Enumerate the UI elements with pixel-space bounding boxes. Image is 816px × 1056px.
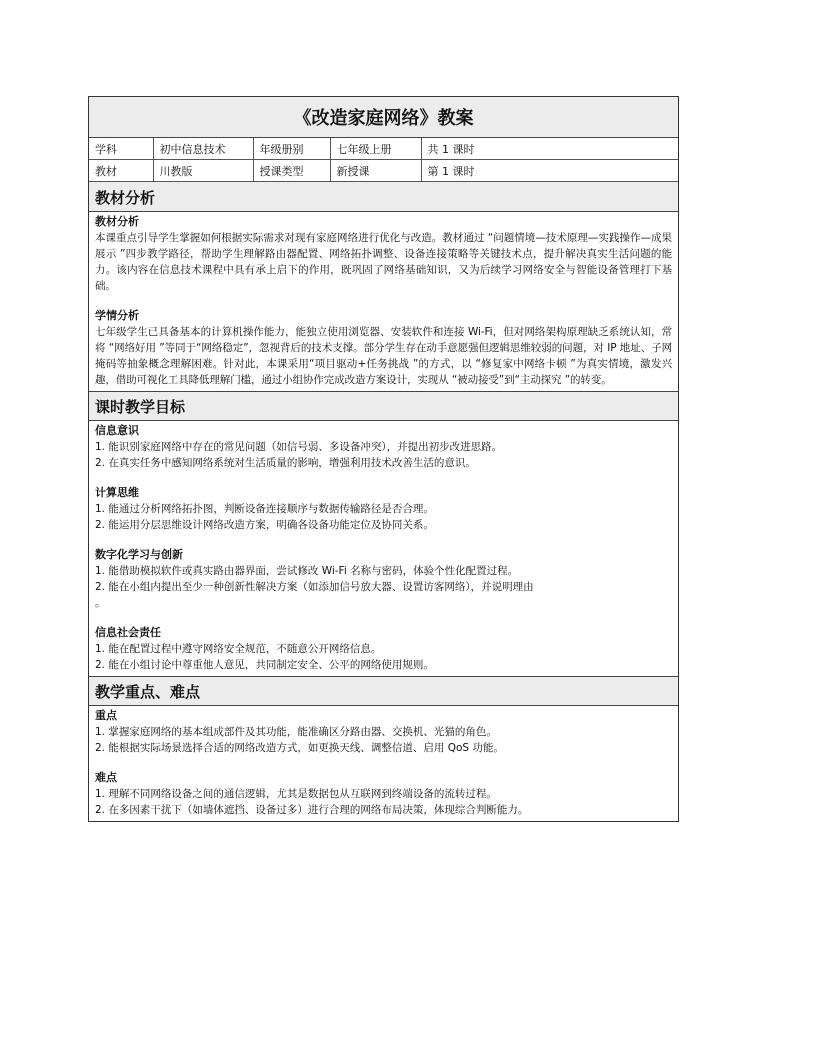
subheading: 数字化学习与创新 xyxy=(95,548,183,561)
list-item: 2. 能根据实际场景选择合适的网络改造方式，如更换天线、调整信道、启用 QoS 功能。 xyxy=(95,742,504,754)
meta-row xyxy=(89,138,678,160)
section-body-goals xyxy=(89,421,678,676)
list-item: 1. 能通过分析网络拓扑图，判断设备连接顺序与数据传输路径是否合理。 xyxy=(95,503,434,515)
section-heading-analysis xyxy=(89,182,678,212)
subheading: 信息社会责任 xyxy=(95,626,161,639)
document-title: 《改造家庭网络》教案 xyxy=(293,108,474,129)
meta-cell: 共 1 课时 xyxy=(421,138,678,160)
paragraph: 本课重点引导学生掌握如何根据实际需求对现有家庭网络进行优化与改造。教材通过 “问题情境—技术原理—实践操作—成果展示 ”四步教学路径，帮助学生理解路由器配置、网络拓扑调整、设备连接策略等关键技术点，提升解决真实生活问题的能力。该内容在信息技术课程中具有承上启下的作用，既巩固了网络基础知识，又为后续学习网络安全与智能设备管理打下基础。 xyxy=(95,232,672,292)
meta-cell: 川教版 xyxy=(153,160,253,182)
list-item: 。 xyxy=(95,597,106,609)
meta-cell: 年级册别 xyxy=(253,138,330,160)
subheading: 学情分析 xyxy=(95,309,139,322)
meta-cell: 学科 xyxy=(89,138,153,160)
section-heading-keys xyxy=(89,676,678,706)
meta-cell: 初中信息技术 xyxy=(153,138,253,160)
meta-cell: 授课类型 xyxy=(253,160,330,182)
meta-cell: 新授课 xyxy=(330,160,421,182)
list-item: 2. 能在小组讨论中尊重他人意见，共同制定安全、公平的网络使用规则。 xyxy=(95,659,434,671)
meta-cell: 七年级上册 xyxy=(330,138,421,160)
document-title-bar xyxy=(89,97,678,138)
subheading: 计算思维 xyxy=(95,486,139,499)
list-item: 1. 掌握家庭网络的基本组成部件及其功能，能准确区分路由器、交换机、光猫的角色。 xyxy=(95,726,497,738)
subheading: 难点 xyxy=(95,771,117,784)
list-item: 1. 能识别家庭网络中存在的常见问题（如信号弱、多设备冲突），并提出初步改进思路。 xyxy=(95,441,503,453)
section-heading-text: 教学重点、难点 xyxy=(95,683,201,701)
subheading: 教材分析 xyxy=(95,215,139,228)
subheading: 信息意识 xyxy=(95,424,139,437)
section-heading-goals xyxy=(89,391,678,421)
section-heading-text: 课时教学目标 xyxy=(95,398,186,416)
subheading: 重点 xyxy=(95,709,117,722)
paragraph: 七年级学生已具备基本的计算机操作能力，能独立使用浏览器、安装软件和连接 Wi-Fi，但对网络架构原理缺乏系统认知，常将 “网络好用 ”等同于“网络稳定”，忽视背后的技术支撑。部分学生存在动手意愿强但逻辑思维较弱的问题，对 IP 地址、子网掩码等抽象概念理解困难。针对此，本课采用“项目驱动+任务挑战 ”的方式，以 “修复家中网络卡顿 ”为真实情境，激发兴趣，借助可视化工具降低理解门槛，通过小组协作完成改造方案设计，实现从 “被动接受”到“主动探究 ”的转变。 xyxy=(95,326,672,386)
list-item: 2. 能运用分层思维设计网络改造方案，明确各设备功能定位及协同关系。 xyxy=(95,519,434,531)
lesson-plan-document xyxy=(88,96,679,822)
meta-cell: 教材 xyxy=(89,160,153,182)
list-item: 1. 能在配置过程中遵守网络安全规范，不随意公开网络信息。 xyxy=(95,643,382,655)
list-item: 1. 理解不同网络设备之间的通信逻辑，尤其是数据包从互联网到终端设备的流转过程。 xyxy=(95,788,497,800)
list-item: 1. 能借助模拟软件或真实路由器界面，尝试修改 Wi-Fi 名称与密码，体验个性化配置过程。 xyxy=(95,565,519,577)
list-item: 2. 在多因素干扰下（如墙体遮挡、设备过多）进行合理的网络布局决策，体现综合判断能力。 xyxy=(95,804,529,816)
list-item: 2. 能在小组内提出至少一种创新性解决方案（如添加信号放大器、设置访客网络），并说明理由 xyxy=(95,581,534,593)
meta-cell: 第 1 课时 xyxy=(421,160,678,182)
section-body-analysis xyxy=(89,212,678,391)
section-body-keys xyxy=(89,706,678,821)
meta-table xyxy=(89,138,678,182)
list-item: 2. 在真实任务中感知网络系统对生活质量的影响，增强利用技术改善生活的意识。 xyxy=(95,457,476,469)
meta-row xyxy=(89,160,678,182)
section-heading-text: 教材分析 xyxy=(95,189,156,207)
